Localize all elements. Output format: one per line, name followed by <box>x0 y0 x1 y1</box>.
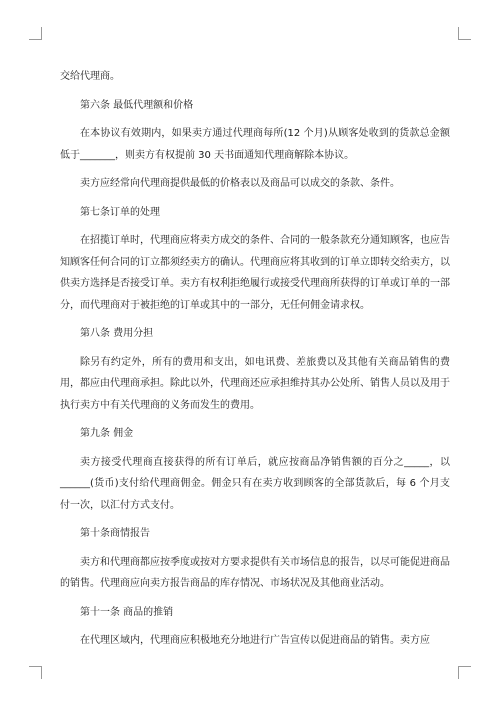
article-9-paragraph-1: 卖方接受代理商直接获得的所有订单后，就应按商品净销售额的百分之_____，以______(货币)支付给代理商佣金。佣金只有在卖方收到顾客的全部货款后，每 6 个月支付一次，以汇付方式支付。 <box>60 456 450 511</box>
article-10-heading: 第十条商情报告 <box>80 528 150 539</box>
article-9-heading: 第九条 佣金 <box>80 428 134 439</box>
article-8-heading: 第八条 费用分担 <box>80 328 154 339</box>
crop-mark-bottom-right <box>458 666 471 679</box>
article-7-paragraph-1: 在招揽订单时，代理商应将卖方成交的条件、合同的一般条款充分通知顾客，也应告知顾客任何合同的订立都须经卖方的确认。代理商应将其收到的订单立即转交给卖方，以供卖方选择是否接受订单。卖方有权利拒绝履行或接受代理商所获得的订单或订单的一部分，而代理商对于被拒绝的订单或其中的一部分，无任何佣金请求权。 <box>60 235 450 311</box>
article-11-paragraph-1: 在代理区域内，代理商应积极地充分地进行广告宣传以促进商品的销售。卖方应 <box>80 635 430 646</box>
crop-mark-top-right <box>458 27 471 40</box>
article-6-heading: 第六条 最低代理额和价格 <box>80 99 194 111</box>
document-body <box>60 66 450 659</box>
crop-mark-top-left <box>29 27 42 40</box>
article-7-heading: 第七条订单的处理 <box>80 206 160 218</box>
paragraph-continuation: 交给代理商。 <box>60 71 120 82</box>
article-6-paragraph-2: 卖方应经常向代理商提供最低的价格表以及商品可以成交的条款、条件。 <box>80 178 400 189</box>
article-11-heading: 第十一条 商品的推销 <box>80 606 174 618</box>
crop-mark-bottom-left <box>29 666 42 679</box>
article-6-paragraph-1: 在本协议有效期内，如果卖方通过代理商每所(12 个月)从顾客处收到的货款总金额低于_______，则卖方有权提前 30 天书面通知代理商解除本协议。 <box>60 128 450 161</box>
article-10-paragraph-1: 卖方和代理商都应按季度或按对方要求提供有关市场信息的报告，以尽可能促进商品的销售。代理商应向卖方报告商品的库存情况、市场状况及其他商业活动。 <box>60 556 450 589</box>
article-8-paragraph-1: 除另有约定外，所有的费用和支出，如电讯费、差旅费以及其他有关商品销售的费用，都应由代理商承担。除此以外，代理商还应承担维持其办公处所、销售人员以及用于执行卖方中有关代理商的义务而发生的费用。 <box>60 356 450 411</box>
